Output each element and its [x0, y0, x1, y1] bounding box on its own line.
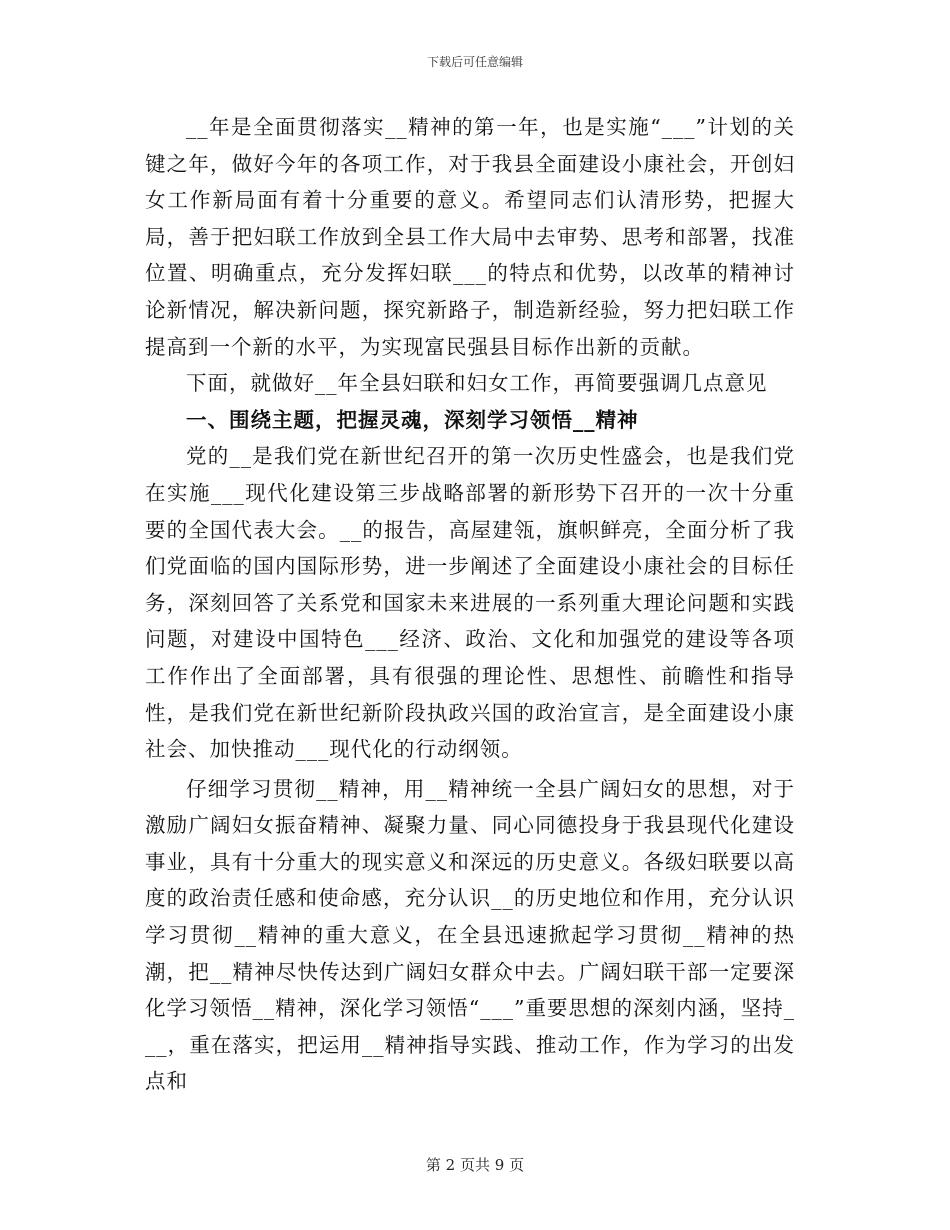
paragraph-intro: __年是全面贯彻落实__精神的第一年，也是实施“___”计划的关键之年，做好今年的各项工作，对于我县全面建设小康社会，开创妇女工作新局面有着十分重要的意义。希望同志们认清形势，把握大局，善于把妇联工作放到全县工作大局中去审势、思考和部署，找准位置、明确重点，充分发挥妇联___的特点和优势，以改革的精神讨论新情况，解决新问题，探究新路子，制造新经验，努力把妇联工作提高到一个新的水平，为实现富民强县目标作出新的贡献。 — [145, 115, 795, 359]
document-body — [145, 109, 795, 1100]
paragraph-transition: 下面，就做好__年全县妇联和妇女工作，再简要强调几点意见 — [186, 371, 768, 396]
paragraph-congress: 党的__是我们党在新世纪召开的第一次历史性盛会，也是我们党在实施___现代化建设第三步战略部署的新形势下召开的一次十分重要的全国代表大会。__的报告，高屋建瓴，旗帜鲜亮，全面分析了我们党面临的国内国际形势，进一步阐述了全面建设小康社会的目标任务，深刻回答了关系党和国家未来进展的一系列重大理论问题和实践问题，对建设中国特色___经济、政治、文化和加强党的建设等各项工作作出了全面部署，具有很强的理论性、思想性、前瞻性和指导性，是我们党在新世纪新阶段执政兴国的政治宣言，是全面建设小康社会、加快推动___现代化的行动纲领。 — [145, 444, 795, 762]
page-footer: 第 2 页共 9 页 — [425, 1156, 525, 1174]
paragraph-study: 仔细学习贯彻__精神，用__精神统一全县广阔妇女的思想，对于激励广阔妇女振奋精神、凝聚力量、同心同德投身于我县现代化建设事业，具有十分重大的现实意义和深远的历史意义。各级妇联要以高度的政治责任感和使命感，充分认识__的历史地位和作用，充分认识学习贯彻__精神的重大意义，在全县迅速掀起学习贯彻__精神的热潮，把__精神尽快传达到广阔妇女群众中去。广阔妇联干部一定要深化学习领悟__精神，深化学习领悟“___”重要思想的深刻内涵，坚持___，重在落实，把运用__精神指导实践、推动工作，作为学习的出发点和 — [145, 776, 795, 1094]
section-heading-1: 一、围绕主题，把握灵魂，深刻学习领悟__精神 — [186, 407, 639, 432]
page-header: 下载后可任意编辑 — [426, 55, 523, 69]
